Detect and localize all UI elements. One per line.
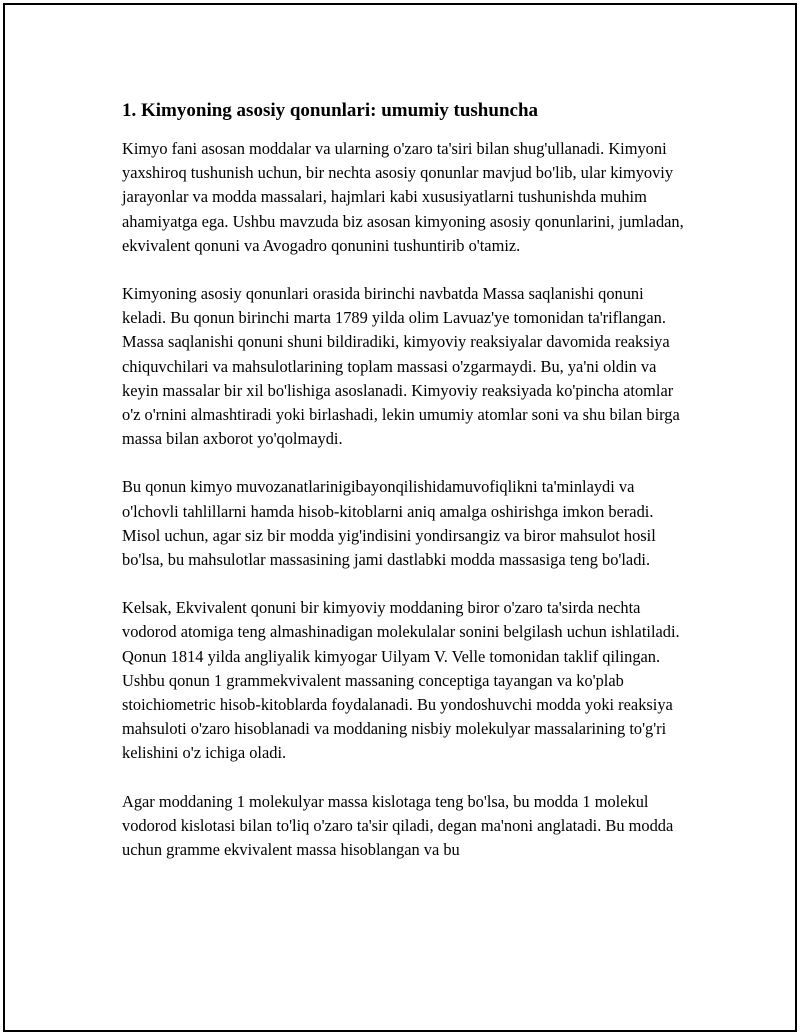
paragraph-balance: Bu qonun kimyo muvozanatlarinigibayonqilishidamuvofiqlikni ta'minlaydi va o'lchovli tahlillarni hamda hisob-kitoblarni aniq amalga oshirishga imkon beradi. Misol uchun, agar siz bir modda yig'indisini yondirsangiz va biror mahsulot hosil bo'lsa, bu mahsulotlar massasining jami dastlabki modda massasiga teng bo'ladi. xyxy=(122,477,656,570)
document-content xyxy=(122,97,690,886)
paragraph-intro: Kimyo fani asosan moddalar va ularning o'zaro ta'siri bilan shug'ullanadi. Kimyoni yaxshiroq tushunish uchun, bir nechta asosiy qonunlar mavjud bo'lib, ular kimyoviy jarayonlar va modda massalari, hajmlari kabi xususiyatlarni tushunishda muhim ahamiyatga ega. Ushbu mavzuda biz asosan kimyoning asosiy qonunlarini, jumladan, ekvivalent qonuni va Avogadro qonunini tushuntirib o'tamiz. xyxy=(122,139,684,255)
section-heading: 1. Kimyoning asosiy qonunlari: umumiy tushuncha xyxy=(122,100,539,121)
page-frame xyxy=(3,3,797,1032)
paragraph-equivalent-law: Kelsak, Ekvivalent qonuni bir kimyoviy moddaning biror o'zaro ta'sirda nechta vodorod atomiga teng almashinadigan molekulalar sonini belgilash uchun ishlatiladi. Qonun 1814 yilda angliyalik kimyogar Uilyam V. Velle tomonidan taklif qilingan. Ushbu qonun 1 grammekvivalent massaning conceptiga tayangan va ko'plab stoichiometric hisob-kitoblarda foydalanadi. Bu yondoshuvchi modda yoki reaksiya mahsuloti o'zaro hisoblanadi va moddaning nisbiy molekulyar massalarining to'g'ri kelishini o'z ichiga oladi. xyxy=(122,598,680,763)
paragraph-mass-conservation: Kimyoning asosiy qonunlari orasida birinchi navbatda Massa saqlanishi qonuni keladi. Bu qonun birinchi marta 1789 yilda olim Lavuaz'ye tomonidan ta'riflangan. Massa saqlanishi qonuni shuni bildiradiki, kimyoviy reaksiyalar davomida reaksiya chiquvchilari va mahsulotlarining toplam massasi o'zgarmaydi. Bu, ya'ni oldin va keyin massalar bir xil bo'lishiga asoslanadi. Kimyoviy reaksiyada ko'pincha atomlar o'z o'rnini almashtiradi yoki birlashadi, lekin umumiy atomlar soni va shu bilan birga massa bilan axborot yo'qolmaydi. xyxy=(122,284,680,449)
paragraph-molecular-mass: Agar moddaning 1 molekulyar massa kislotaga teng bo'lsa, bu modda 1 molekul vodorod kislotasi bilan to'liq o'zaro ta'sir qiladi, degan ma'noni anglatadi. Bu modda uchun gramme ekvivalent massa hisoblangan va bu xyxy=(122,791,674,860)
